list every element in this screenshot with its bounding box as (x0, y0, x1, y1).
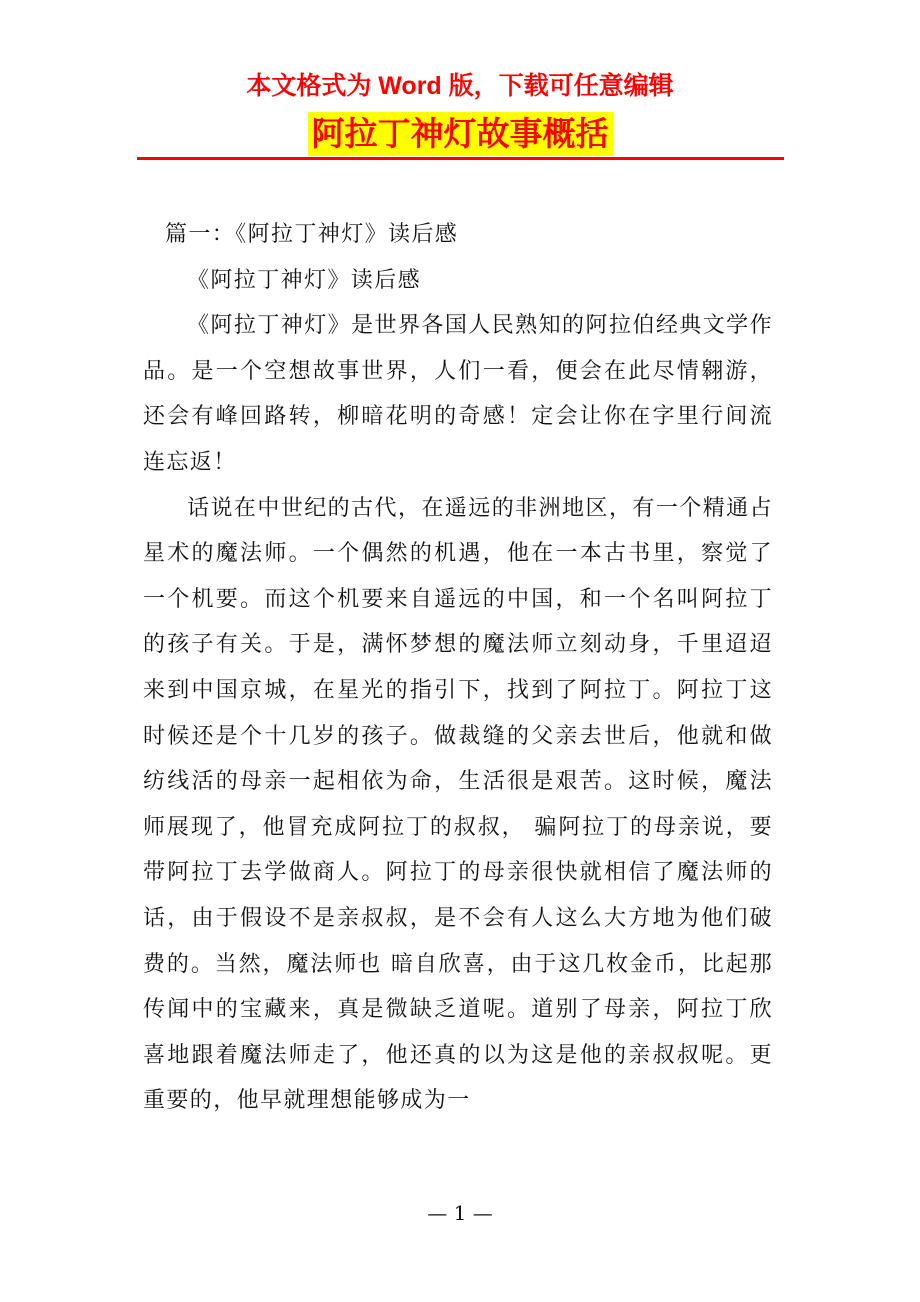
paragraph-story: 话说在中世纪的古代，在遥远的非洲地区，有一个精通占星术的魔法师。一个偶然的机遇，他在一本古书里，察觉了一个机要。而这个机要来自遥远的中国，和一个名叫阿拉丁的孩子有关。于是，满怀梦想的魔法师立刻动身，千里迢迢来到中国京城，在星光的指引下，找到了阿拉丁。阿拉丁这时候还是个十几岁的孩子。做裁缝的父亲去世后，他就和做纺线活的母亲一起相依为命，生活很是艰苦。这时候，魔法师展现了，他冒充成阿拉丁的叔叔， 骗阿拉丁的母亲说，要带阿拉丁去学做商人。阿拉丁的母亲很快就相信了魔法师的话，由于假设不是亲叔叔，是不会有人这么大方地为他们破费的。当然，魔法师也 暗自欣喜，由于这几枚金币，比起那传闻中的宝藏来，真是微缺乏道呢。道别了母亲，阿拉丁欣喜地跟着魔法师走了，他还真的以为这是他的亲叔叔呢。更重要的，他早就理想能够成为一 (143, 495, 773, 1114)
title-divider (137, 157, 784, 160)
document-title: 阿拉丁神灯故事概括 (308, 112, 613, 156)
title-wrapper (0, 112, 920, 156)
paragraph-intro: 《阿拉丁神灯》是世界各国人民熟知的阿拉伯经典文学作品。是一个空想故事世界，人们一看，便会在此尽情翱游，还会有峰回路转，柳暗花明的奇感！定会让你在字里行间流连忘返！ (143, 313, 773, 475)
document-body (143, 212, 773, 1124)
sub-heading: 《阿拉丁神灯》读后感 (187, 267, 422, 293)
header-banner: 本文格式为 Word 版，下载可任意编辑 (246, 72, 674, 100)
section-heading: 篇一：《阿拉丁神灯》读后感 (165, 222, 459, 247)
page-number: — 1 — (427, 1201, 493, 1225)
